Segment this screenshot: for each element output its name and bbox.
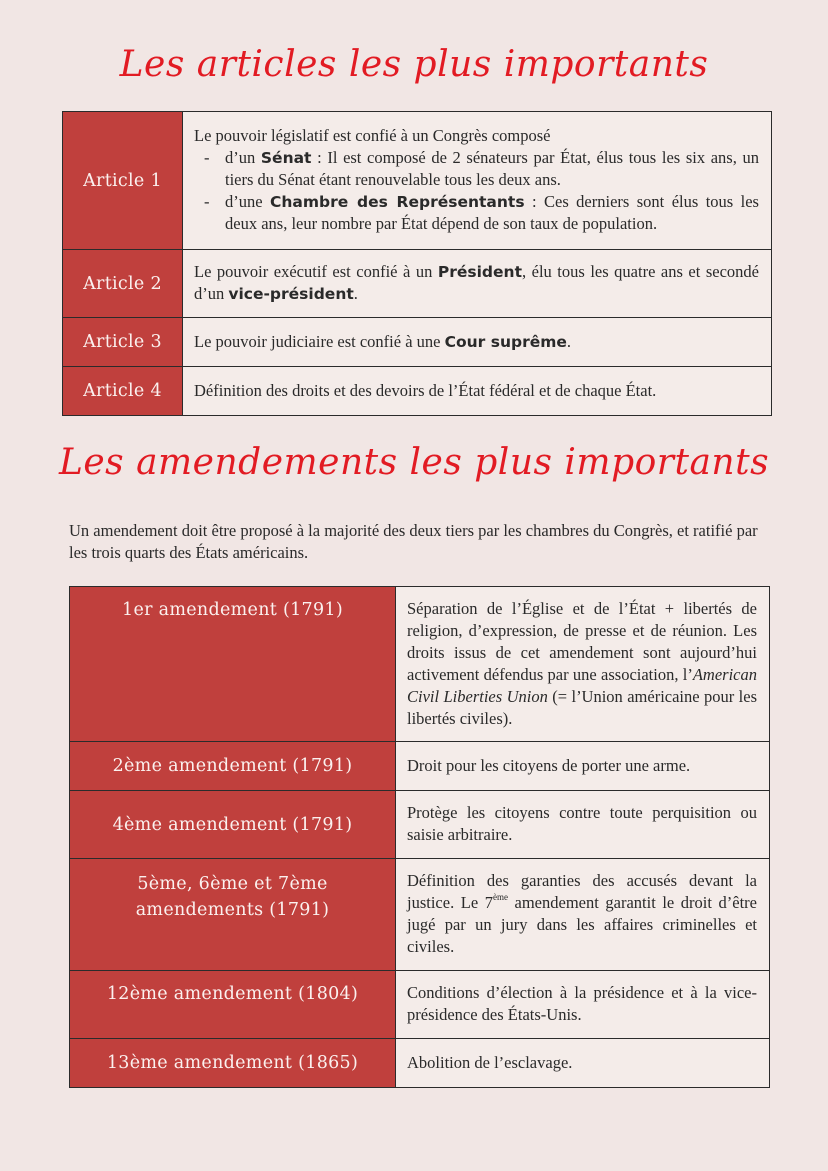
amendment-12-label: 12ème amendement (1804) <box>70 971 396 1039</box>
text: (= l’Union américaine pour les libertés civiles). <box>407 686 757 728</box>
text: . <box>353 284 358 303</box>
text: Le pouvoir judiciaire est confié à une <box>194 331 445 351</box>
text: Définition des garanties des accusés devant la justice. Le 7 <box>407 871 757 912</box>
articles-title: Les articles les plus importants <box>119 44 709 85</box>
table-row <box>63 367 772 416</box>
article-1-content <box>183 112 772 250</box>
text: Le pouvoir exécutif est confié à un <box>194 262 438 281</box>
article-3-content <box>183 318 772 367</box>
text: : Ces derniers sont élus tous les deux ans, leur nombre par État dépend de son taux de population. <box>225 192 759 233</box>
text: : Il est composé de 2 sénateurs par État, élus tous les six ans, un tiers du Sénat étant renouvelable tous les deux ans. <box>225 148 759 189</box>
amendment-2-label: 2ème amendement (1791) <box>70 742 396 791</box>
chambre-term: Chambre des Représentants <box>270 193 525 211</box>
amendment-1-label: 1er amendement (1791) <box>70 587 396 742</box>
aclu-name: American Civil Liberties Union <box>407 664 757 706</box>
text: Séparation de l’Église et de l’État + libertés de religion, d’expression, de presse et de réunion. Les droits issus de cet amendement sont aujourd’hui activement défendus par une association, l’ <box>407 598 757 684</box>
amendments-title: Les amendements les plus importants <box>58 442 770 483</box>
text: d’un <box>225 148 261 167</box>
list-item <box>204 191 759 235</box>
table-row <box>70 859 770 971</box>
amendment-5-6-7-content <box>396 859 770 971</box>
article-1-label: Article 1 <box>63 112 183 250</box>
amendment-4-label: 4ème amendement (1791) <box>70 791 396 859</box>
article-4-label: Article 4 <box>63 367 183 416</box>
article-1-list <box>194 147 759 235</box>
table-row <box>63 112 772 250</box>
article-4-content: Définition des droits et des devoirs de l’État fédéral et de chaque État. <box>183 367 772 416</box>
list-item <box>204 147 759 191</box>
article-2-content <box>183 250 772 318</box>
amendment-2-content: Droit pour les citoyens de porter une arme. <box>396 742 770 791</box>
text: d’une <box>225 192 271 211</box>
article-3-label: Article 3 <box>63 318 183 367</box>
table-row <box>63 318 772 367</box>
amendment-5-6-7-label: 5ème, 6ème et 7ème amendements (1791) <box>70 859 396 971</box>
table-row <box>70 1039 770 1088</box>
table-row <box>70 791 770 859</box>
amendment-4-content: Protège les citoyens contre toute perquisition ou saisie arbitraire. <box>396 791 770 859</box>
vice-president-term: vice-président <box>228 285 354 303</box>
text: . <box>566 331 572 351</box>
amendments-table <box>69 586 770 1088</box>
text: , élu tous les quatre ans et secondé d’un <box>194 262 759 303</box>
amendment-12-content: Conditions d’élection à la présidence et à la vice-présidence des États-Unis. <box>396 971 770 1039</box>
articles-table <box>62 111 772 416</box>
amendments-intro: Un amendement doit être proposé à la majorité des deux tiers par les chambres du Congrès, et ratifié par les trois quarts des États américains. <box>69 521 758 562</box>
amendment-1-content <box>396 587 770 742</box>
text: amendement garantit le droit d’être jugé par un jury dans les affaires criminelles et civiles. <box>407 893 757 956</box>
article-1-intro: Le pouvoir législatif est confié à un Congrès composé <box>194 126 551 145</box>
president-term: Président <box>437 263 522 281</box>
table-row <box>70 587 770 742</box>
table-row <box>70 742 770 791</box>
amendment-13-content: Abolition de l’esclavage. <box>396 1039 770 1088</box>
table-row <box>63 250 772 318</box>
table-row <box>70 971 770 1039</box>
amendment-13-label: 13ème amendement (1865) <box>70 1039 396 1088</box>
senat-term: Sénat <box>260 149 312 167</box>
superscript: ème <box>492 892 508 902</box>
cour-supreme-term: Cour suprême <box>444 332 567 351</box>
article-2-label: Article 2 <box>63 250 183 318</box>
